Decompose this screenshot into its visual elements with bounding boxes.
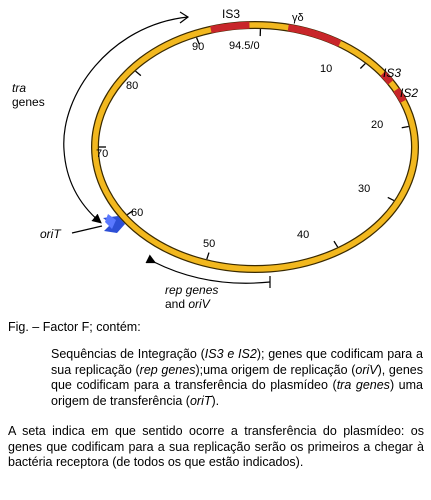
pos-94-label: 94.5/0 (229, 40, 260, 52)
oriT-label: oriT (40, 227, 61, 241)
pos-60-label: 60 (131, 207, 144, 219)
desc-part-7: ), genes que codificam para a transferência do plasmídeo ( (51, 362, 423, 392)
and-oriV-label (165, 297, 211, 311)
figure-description (51, 347, 423, 409)
map-ticks (99, 29, 409, 259)
map-tick-3 (402, 127, 409, 128)
desc-part-9: ) uma origem de transferência ( (51, 378, 423, 408)
gamma-delta-label: γδ (292, 12, 304, 24)
desc-part-3: ); genes que codificam para a sua replicação ( (51, 347, 423, 377)
genes-label: genes (12, 95, 45, 109)
map-tick-6 (207, 253, 209, 260)
map-tick-4 (388, 197, 394, 200)
pos-30-label: 30 (358, 183, 371, 195)
desc-oriT: oriT (189, 393, 212, 408)
map-tick-2 (360, 64, 365, 69)
and-text: and (165, 297, 189, 311)
pos-10-label: 10 (320, 63, 333, 75)
desc-part-5: );uma origem de replicação ( (195, 362, 356, 377)
desc-part-1: Sequências de Integração ( (51, 347, 205, 361)
plasmid-ring-fill (95, 25, 415, 269)
is3-top-label: IS3 (222, 7, 241, 21)
desc-is-elements: IS3 e IS2 (204, 347, 257, 361)
desc-tra-genes: tra genes (336, 378, 390, 392)
oriT-pointer (72, 226, 102, 233)
pos-50-label: 50 (203, 238, 216, 250)
pos-20-label: 20 (371, 119, 384, 131)
rep-genes-label: rep genes (165, 283, 219, 297)
pos-40-label: 40 (297, 229, 310, 241)
gamma-delta-segment (288, 28, 340, 44)
oriV-text: oriV (188, 297, 210, 311)
tra-label: tra (12, 81, 27, 95)
is2-label: IS2 (400, 86, 419, 100)
pos-80-label: 80 (126, 80, 139, 92)
pos-90-label: 90 (192, 41, 205, 53)
pos-70-label: 70 (96, 148, 109, 160)
desc-rep-genes: rep genes (139, 362, 196, 377)
map-tick-5 (334, 241, 338, 247)
figure-caption: Fig. – Factor F; contém: (8, 320, 141, 334)
map-tick-9 (135, 71, 140, 75)
is3-right-label: IS3 (383, 66, 402, 80)
desc-part-11: ). (211, 393, 220, 408)
desc-oriV: oriV (355, 362, 378, 377)
transfer-note: A seta indica em que sentido ocorre a transferência do plasmídeo: os genes que codificam para a sua replicação serão os primeiros a chegar à bactéria receptora (de todos os que estão indicados). (8, 424, 424, 469)
